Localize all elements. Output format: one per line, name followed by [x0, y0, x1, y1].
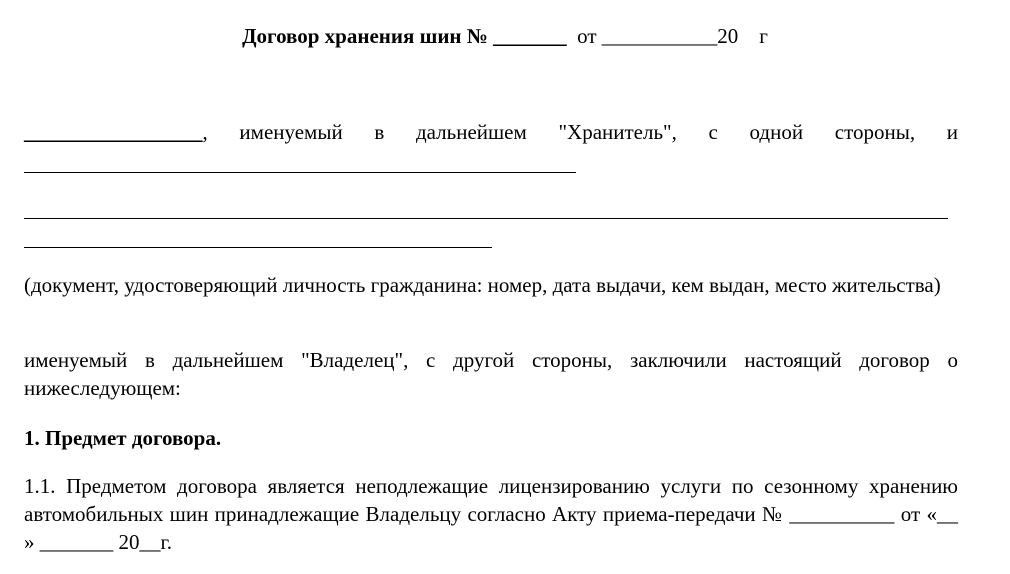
clause-1-1: 1.1. Предметом договора является неподлежащие лицензированию услуги по сезонному хранению автомобильных шин принадлежащие Владельцу согласно Акту приема-передачи № __________ от «__ » _______ 20__г. — [24, 474, 958, 554]
keeper-paragraph — [24, 118, 958, 146]
id-document-paragraph: (документ, удостоверяющий личность гражданина: номер, дата выдачи, кем выдан, место жительства) — [24, 273, 941, 297]
keeper-name-blank: _________________ — [24, 120, 203, 144]
title-main: Договор хранения шин № _______ — [242, 24, 567, 48]
document-title — [0, 26, 1010, 47]
title-date: от ___________20 г — [566, 24, 768, 48]
owner-name-line — [24, 172, 576, 173]
owner-paragraph: именуемый в дальнейшем "Владелец", с другой стороны, заключили настоящий договор о нижеследующем: — [24, 348, 958, 400]
owner-details-line-2 — [24, 247, 492, 248]
section-1-heading: 1. Предмет договора. — [24, 426, 222, 450]
keeper-text: , именуемый в дальнейшем "Хранитель", с одной стороны, и — [202, 120, 958, 144]
owner-details-line-1 — [24, 218, 948, 219]
